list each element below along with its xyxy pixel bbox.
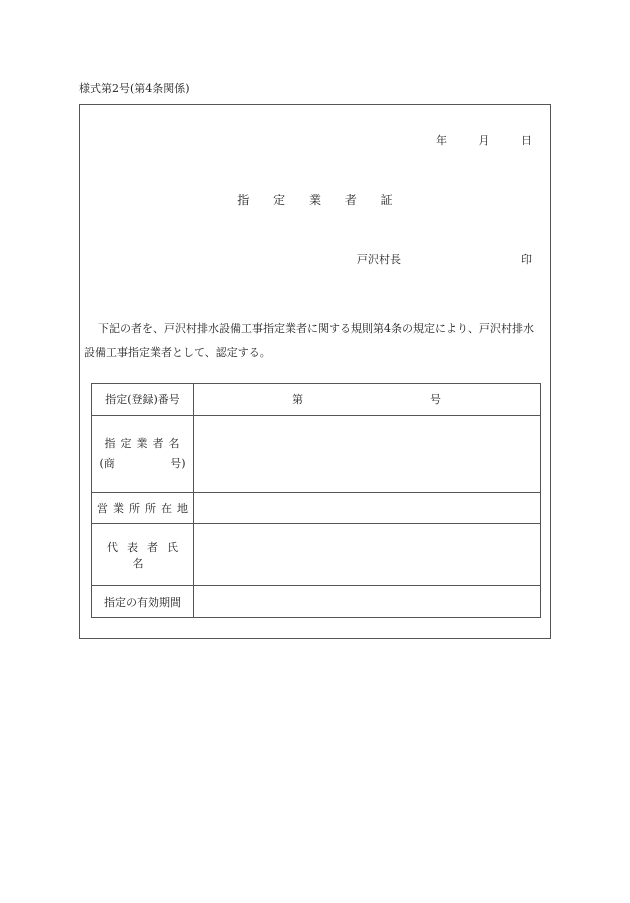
table-row bbox=[92, 524, 541, 586]
title-char: 者 bbox=[344, 193, 357, 207]
date-day: 日 bbox=[521, 134, 532, 147]
title-char: 定 bbox=[273, 193, 286, 207]
form-number-label: 様式第2号(第4条関係) bbox=[79, 82, 190, 95]
issuer-seal: 印 bbox=[521, 253, 532, 266]
certificate-title bbox=[80, 191, 550, 208]
label-business-name bbox=[92, 415, 194, 492]
label-office-address bbox=[92, 492, 194, 524]
number-suffix: 号 bbox=[430, 393, 441, 407]
business-name-line1: 指定業者名 bbox=[104, 436, 185, 450]
value-validity-period bbox=[194, 586, 541, 618]
number-prefix: 第 bbox=[292, 393, 303, 407]
value-registration-number bbox=[194, 384, 541, 416]
business-name-label bbox=[100, 434, 186, 474]
value-representative bbox=[194, 524, 541, 586]
title-char: 証 bbox=[380, 193, 393, 207]
title-char: 業 bbox=[308, 193, 321, 207]
issuer-mayor: 戸沢村長 bbox=[357, 253, 401, 266]
office-address-label: 営業所所在地 bbox=[97, 501, 193, 515]
value-office-address bbox=[194, 492, 541, 524]
certificate-body-text: 下記の者を、戸沢村排水設備工事指定業者に関する規則第4条の規定により、戸沢村排水設備工事指定業者として、認定する。 bbox=[84, 322, 534, 359]
table-row bbox=[92, 384, 541, 416]
label-representative bbox=[92, 524, 194, 586]
table-row bbox=[92, 415, 541, 492]
business-name-line2 bbox=[100, 454, 186, 474]
trade-name-open: (商 bbox=[99, 456, 115, 470]
date-month: 月 bbox=[478, 134, 490, 147]
table-row bbox=[92, 492, 541, 524]
date-year: 年 bbox=[436, 134, 447, 147]
label-registration-number: 指定(登録)番号 bbox=[92, 384, 194, 416]
value-business-name bbox=[194, 415, 541, 492]
title-char: 指 bbox=[237, 193, 250, 207]
representative-label: 代表者氏名 bbox=[107, 540, 187, 570]
label-validity-period: 指定の有効期間 bbox=[92, 586, 194, 618]
certificate-info-table bbox=[91, 383, 541, 618]
certificate-frame bbox=[79, 104, 551, 639]
trade-name-close: 号) bbox=[170, 456, 186, 470]
date-row bbox=[436, 132, 532, 148]
table-row bbox=[92, 586, 541, 618]
